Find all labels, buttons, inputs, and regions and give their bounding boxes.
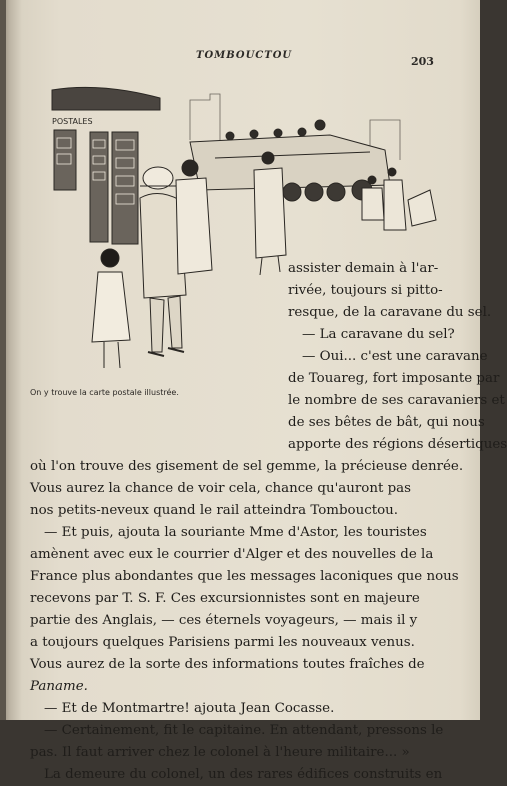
text-line: le nombre de ses caravaniers et — [288, 393, 505, 408]
text-line: Paname. — [30, 679, 88, 694]
text-line: recevons par T. S. F. Ces excursionnistes sont en majeure — [30, 591, 420, 606]
body-text — [30, 258, 507, 786]
text-line: où l'on trouve des gisement de sel gemme, la précieuse denrée. — [30, 459, 464, 474]
text-line: La demeure du colonel, un des rares édifices construits en — [44, 767, 443, 782]
text-line: amènent avec eux le courrier d'Alger et des nouvelles de la — [30, 547, 434, 562]
text-line: Vous aurez la chance de voir cela, chance qu'auront pas — [30, 481, 412, 496]
text-line: rivée, toujours si pitto- — [288, 283, 443, 298]
text-line: Vous aurez de la sorte des informations toutes fraîches de — [30, 657, 425, 672]
text-line: — Certainement, fit le capitaine. En attendant, pressons le — [44, 723, 444, 738]
text-line: pas. Il faut arriver chez le colonel à l'heure militaire... » — [30, 745, 410, 760]
text-line: resque, de la caravane du sel. — [288, 305, 492, 320]
shop-sign-text: POSTALES — [52, 117, 93, 126]
text-line: partie des Anglais, — ces éternels voyageurs, — mais il y — [30, 613, 418, 628]
page-number: 203 — [411, 55, 434, 68]
robed-pedestrian — [254, 152, 286, 275]
text-line: France plus abondantes que les messages laconiques que nous — [30, 569, 459, 584]
running-head: TOMBOUCTOU — [196, 50, 293, 61]
text-line: a toujours quelques Parisiens parmi les nouveaux venus. — [30, 635, 415, 650]
text-line: — Et puis, ajouta la souriante Mme d'Astor, les touristes — [44, 525, 427, 540]
text-line: de Touareg, fort imposante par — [288, 371, 500, 386]
text-line: — La caravane du sel? — [302, 327, 455, 342]
text-line: apporte des régions désertiques — [288, 437, 507, 452]
page-gutter-shadow — [0, 0, 6, 720]
text-line: assister demain à l'ar- — [288, 261, 439, 276]
text-line: — Et de Montmartre! ajouta Jean Cocasse. — [44, 701, 335, 716]
text-line: de ses bêtes de bât, qui nous — [288, 415, 485, 430]
figure-caption: On y trouve la carte postale illustrée. — [30, 388, 179, 397]
figures-far-right — [362, 168, 436, 230]
text-line: nos petits-neveux quand le rail atteindra Tombouctou. — [30, 503, 399, 518]
text-line: — Oui... c'est une caravane — [302, 349, 488, 364]
